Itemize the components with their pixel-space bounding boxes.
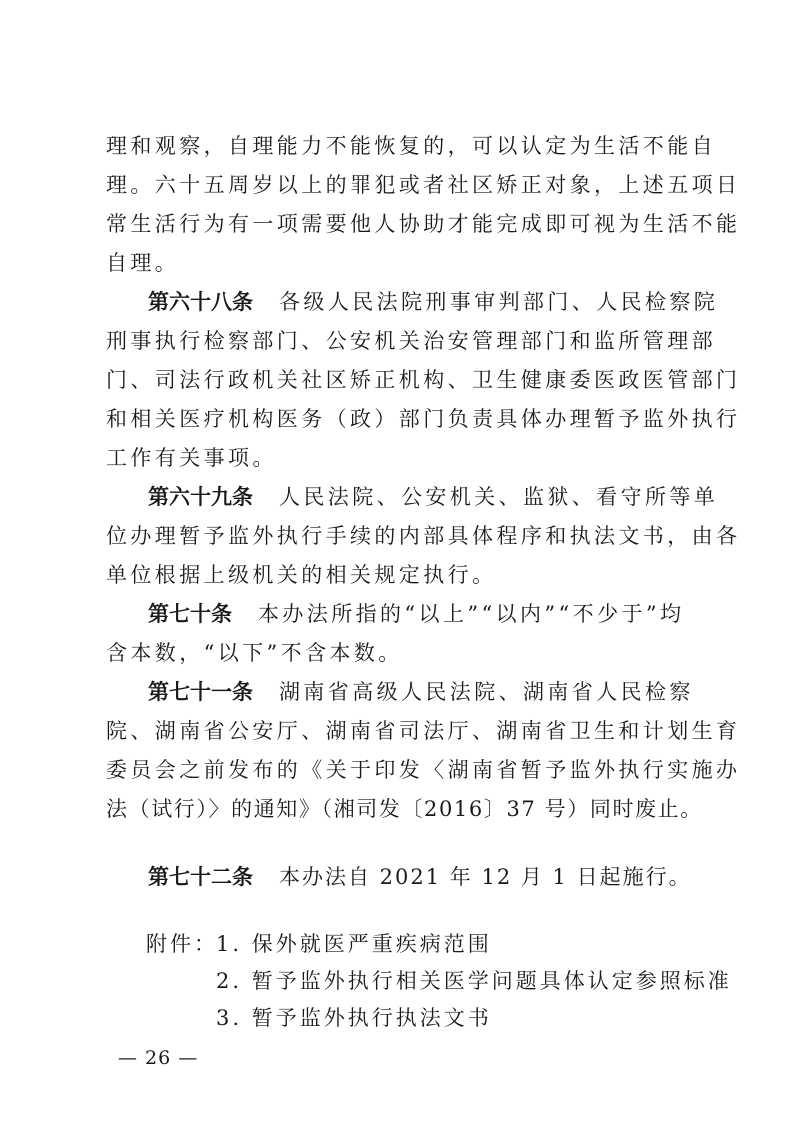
attachment-item-1: 1. 保外就医严重疾病范围 [216, 932, 492, 956]
paragraph-line: 单位根据上级机关的相关规定执行。 [106, 563, 497, 587]
paragraph-line: 工作有关事项。 [106, 446, 277, 470]
article-68-first-line [148, 288, 719, 316]
paragraph-line: 院、湖南省公安厅、湖南省司法厅、湖南省卫生和计划生育 [106, 719, 741, 743]
article-text: 各级人民法院刑事审判部门、人民检察院 [279, 290, 719, 314]
article-72-first-line [148, 863, 696, 891]
article-70-heading: 第七十条 [148, 602, 232, 626]
paragraph-line: 位办理暂予监外执行手续的内部具体程序和执法文书，由各 [106, 524, 741, 548]
paragraph-line: 和相关医疗机构医务（政）部门负责具体办理暂予监外执行 [106, 407, 741, 431]
article-text: 本办法所指的“以上”“以内”“不少于”均 [258, 602, 685, 626]
article-72-heading: 第七十二条 [148, 865, 253, 889]
paragraph-line: 理和观察，自理能力不能恢复的，可以认定为生活不能自 [106, 134, 716, 158]
article-68-heading: 第六十八条 [148, 290, 253, 314]
attachments-label: 附件： [146, 932, 218, 956]
article-text: 本办法自 2021 年 12 月 1 日起施行。 [279, 865, 692, 889]
paragraph-line: 含本数，“以下”不含本数。 [106, 641, 403, 665]
article-69-heading: 第六十九条 [148, 485, 253, 509]
article-text: 湖南省高级人民法院、湖南省人民检察 [279, 680, 694, 704]
article-71-first-line [148, 678, 696, 706]
page-number: — 26 — [118, 1047, 199, 1069]
article-text: 人民法院、公安机关、监狱、看守所等单 [279, 485, 719, 509]
paragraph-line: 常生活行为有一项需要他人协助才能完成即可视为生活不能 [106, 212, 741, 236]
article-69-first-line [148, 483, 719, 511]
paragraph-line: 门、司法行政机关社区矫正机构、卫生健康委医政医管部门 [106, 368, 741, 392]
attachment-item-3: 3. 暂予监外执行执法文书 [216, 1006, 492, 1030]
article-70-first-line [148, 600, 696, 628]
attachment-item-2: 2. 暂予监外执行相关医学问题具体认定参照标准 [216, 969, 732, 993]
paragraph-line: 法（试行）〉的通知》（湘司发〔2016〕37 号）同时废止。 [106, 797, 703, 821]
article-71-heading: 第七十一条 [148, 680, 253, 704]
paragraph-line: 刑事执行检察部门、公安机关治安管理部门和监所管理部 [106, 329, 716, 353]
paragraph-line: 自理。 [106, 251, 180, 275]
paragraph-line: 委员会之前发布的《关于印发〈湖南省暂予监外执行实施办 [106, 758, 741, 782]
paragraph-line: 理。六十五周岁以上的罪犯或者社区矫正对象，上述五项日 [106, 173, 741, 197]
